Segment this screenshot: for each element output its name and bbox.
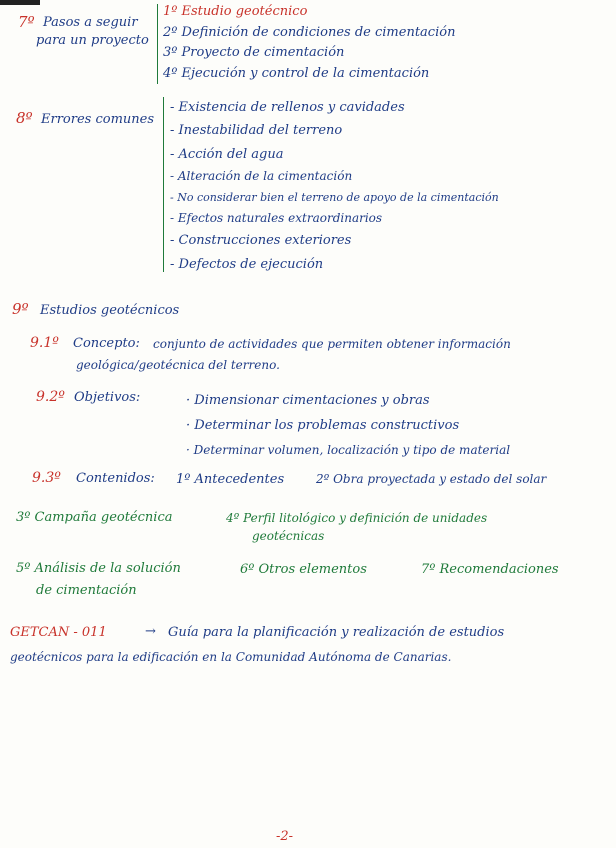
section-7-number: 7º	[18, 13, 35, 31]
section-9-1-text-line1: conjunto de actividades que permiten obtener información	[153, 337, 511, 351]
scan-edge-mark	[0, 0, 40, 5]
section-8-item-5: - No considerar bien el terreno de apoyo de la cimentación	[170, 191, 499, 204]
section-8-item-2: - Inestabilidad del terreno	[170, 123, 343, 138]
contents-item-5-line2: de cimentación	[36, 583, 137, 598]
section-7-title-line1: Pasos a seguir	[43, 15, 138, 30]
contents-item-6: 6º Otros elementos	[240, 562, 367, 577]
section-8-item-4: - Alteración de la cimentación	[170, 169, 353, 183]
section-9-2-label: Objetivos:	[74, 390, 141, 405]
section-9-3-number: 9.3º	[32, 470, 61, 486]
section-9-2-item-2: · Determinar los problemas constructivos	[186, 418, 460, 433]
contents-item-3: 3º Campaña geotécnica	[16, 510, 173, 525]
contents-item-2: 2º Obra proyectada y estado del solar	[316, 472, 547, 486]
section-9-number: 9º	[12, 300, 29, 318]
contents-item-4-line2: geotécnicas	[252, 529, 325, 543]
section-8-item-6: - Efectos naturales extraordinarios	[170, 211, 383, 225]
section-8-number: 8º	[16, 109, 33, 127]
section-9-title: Estudios geotécnicos	[40, 303, 180, 318]
contents-item-4-line1: 4º Perfil litológico y definición de unidades	[226, 511, 488, 525]
contents-item-5-line1: 5º Análisis de la solución	[16, 561, 181, 576]
section-9-1-number: 9.1º	[30, 335, 59, 351]
contents-item-1: 1º Antecedentes	[176, 472, 285, 487]
section-9-1-text-line2: geológica/geotécnica del terreno.	[76, 358, 280, 372]
section-9-2-item-1: · Dimensionar cimentaciones y obras	[186, 393, 430, 408]
section-7-title-line2: para un proyecto	[36, 33, 149, 48]
contents-item-7: 7º Recomendaciones	[421, 562, 559, 577]
section-8-title: Errores comunes	[41, 112, 155, 127]
getcan-code: GETCAN - 011	[10, 625, 107, 640]
section-8-brace	[163, 97, 164, 272]
section-8-item-1: - Existencia de rellenos y cavidades	[170, 100, 405, 115]
section-9-3-label: Contenidos:	[76, 471, 155, 486]
section-7-item-3: 3º Proyecto de cimentación	[163, 45, 345, 60]
page-number: -2-	[276, 829, 294, 844]
getcan-text-line1: Guía para la planificación y realización de estudios	[168, 625, 505, 640]
section-9-1-label: Concepto:	[73, 336, 140, 351]
arrow-icon: →	[145, 624, 156, 639]
section-9-2-number: 9.2º	[36, 389, 65, 405]
section-7-brace	[157, 4, 158, 84]
section-7-item-2: 2º Definición de condiciones de cimentación	[163, 25, 456, 40]
section-8-item-7: - Construcciones exteriores	[170, 233, 352, 248]
section-8-item-8: - Defectos de ejecución	[170, 257, 324, 272]
getcan-text-line2: geotécnicos para la edificación en la Comunidad Autónoma de Canarias.	[10, 650, 452, 664]
section-8-item-3: - Acción del agua	[170, 147, 284, 162]
section-7-item-4: 4º Ejecución y control de la cimentación	[163, 66, 430, 81]
section-7-item-1: 1º Estudio geotécnico	[163, 4, 308, 19]
section-9-2-item-3: · Determinar volumen, localización y tipo de material	[186, 443, 511, 457]
